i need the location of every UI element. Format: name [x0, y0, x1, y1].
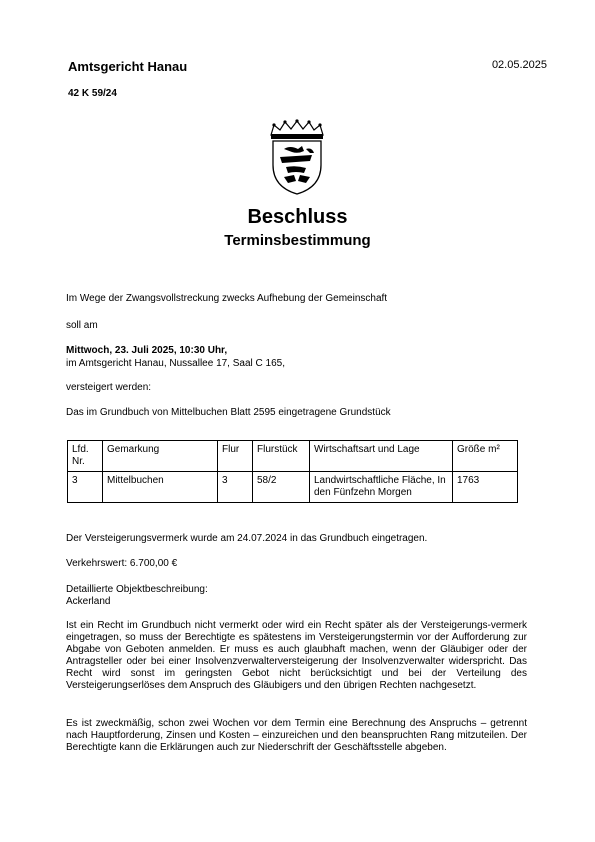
- property-table: [67, 440, 518, 503]
- table-header-row: [68, 441, 518, 472]
- cell-flurstueck: 58/2: [253, 472, 310, 503]
- objekt-value: Ackerland: [66, 596, 111, 607]
- verkehrswert-text: Verkehrswert: 6.700,00 €: [66, 558, 178, 569]
- auction-date: Mittwoch, 23. Juli 2025, 10:30 Uhr,: [66, 345, 228, 356]
- grundbuch-text: Das im Grundbuch von Mittelbuchen Blatt 2595 eingetragene Grundstück: [66, 407, 391, 418]
- header-wirtschaftsart: Wirtschaftsart und Lage: [310, 441, 453, 472]
- header-flur: Flur: [218, 441, 253, 472]
- document-title: Beschluss: [247, 206, 348, 228]
- versteigert-text: versteigert werden:: [66, 382, 152, 393]
- header-lfd-nr: Lfd. Nr.: [68, 441, 103, 472]
- objekt-label: Detaillierte Objektbeschreibung:: [66, 584, 208, 595]
- auction-location: im Amtsgericht Hanau, Nussallee 17, Saal C 165,: [66, 358, 285, 369]
- hessen-coat-of-arms-icon: [268, 119, 326, 195]
- soll-am-text: soll am: [66, 320, 98, 331]
- case-number: 42 K 59/24: [68, 88, 117, 99]
- cell-groesse: 1763: [453, 472, 518, 503]
- document-subtitle: Terminsbestimmung: [224, 232, 371, 249]
- header-flurstueck: Flurstück: [253, 441, 310, 472]
- cell-gemarkung: Mittelbuchen: [103, 472, 218, 503]
- intro-text: Im Wege der Zwangsvollstreckung zwecks Aufhebung der Gemeinschaft: [66, 293, 388, 304]
- document-date: 02.05.2025: [491, 59, 547, 71]
- vermerk-text: Der Versteigerungsvermerk wurde am 24.07.2024 in das Grundbuch eingetragen.: [66, 533, 428, 544]
- paragraph-rights: Ist ein Recht im Grundbuch nicht vermerkt oder wird ein Recht später als der Versteigerungs-vermerk eingetragen, so muss der Berechtigte es spätestens im Versteigerungstermin vor der Aufforderung zur Abgabe von Geboten anmelden. Er muss es auch glaubhaft machen, wenn der Gläubiger oder der Antragsteller oder bei einer Insolvenzverwalterversteigerung der Insolvenzverwalter widerspricht. Das Recht wird sonst im geringsten Gebot nicht berücksichtigt und bei der Verteilung des Versteigerungserlöses dem Anspruch des Gläubigers und den übrigen Rechten nachgesetzt.: [66, 620, 527, 691]
- header-groesse: Größe m²: [453, 441, 518, 472]
- cell-lfd-nr: 3: [68, 472, 103, 503]
- court-name: Amtsgericht Hanau: [68, 59, 188, 74]
- table-row: [68, 472, 518, 503]
- cell-flur: 3: [218, 472, 253, 503]
- paragraph-calculation: Es ist zweckmäßig, schon zwei Wochen vor dem Termin eine Berechnung des Anspruchs – getrennt nach Hauptforderung, Zinsen und Kosten – einzureichen und den beanspruchten Rang mitzuteilen. Der Berechtigte kann die Erklärungen auch zur Niederschrift der Geschäftsstelle abgeben.: [66, 718, 527, 753]
- header-gemarkung: Gemarkung: [103, 441, 218, 472]
- cell-wirtschaftsart: Landwirtschaftliche Fläche, In den Fünfzehn Morgen: [310, 472, 453, 503]
